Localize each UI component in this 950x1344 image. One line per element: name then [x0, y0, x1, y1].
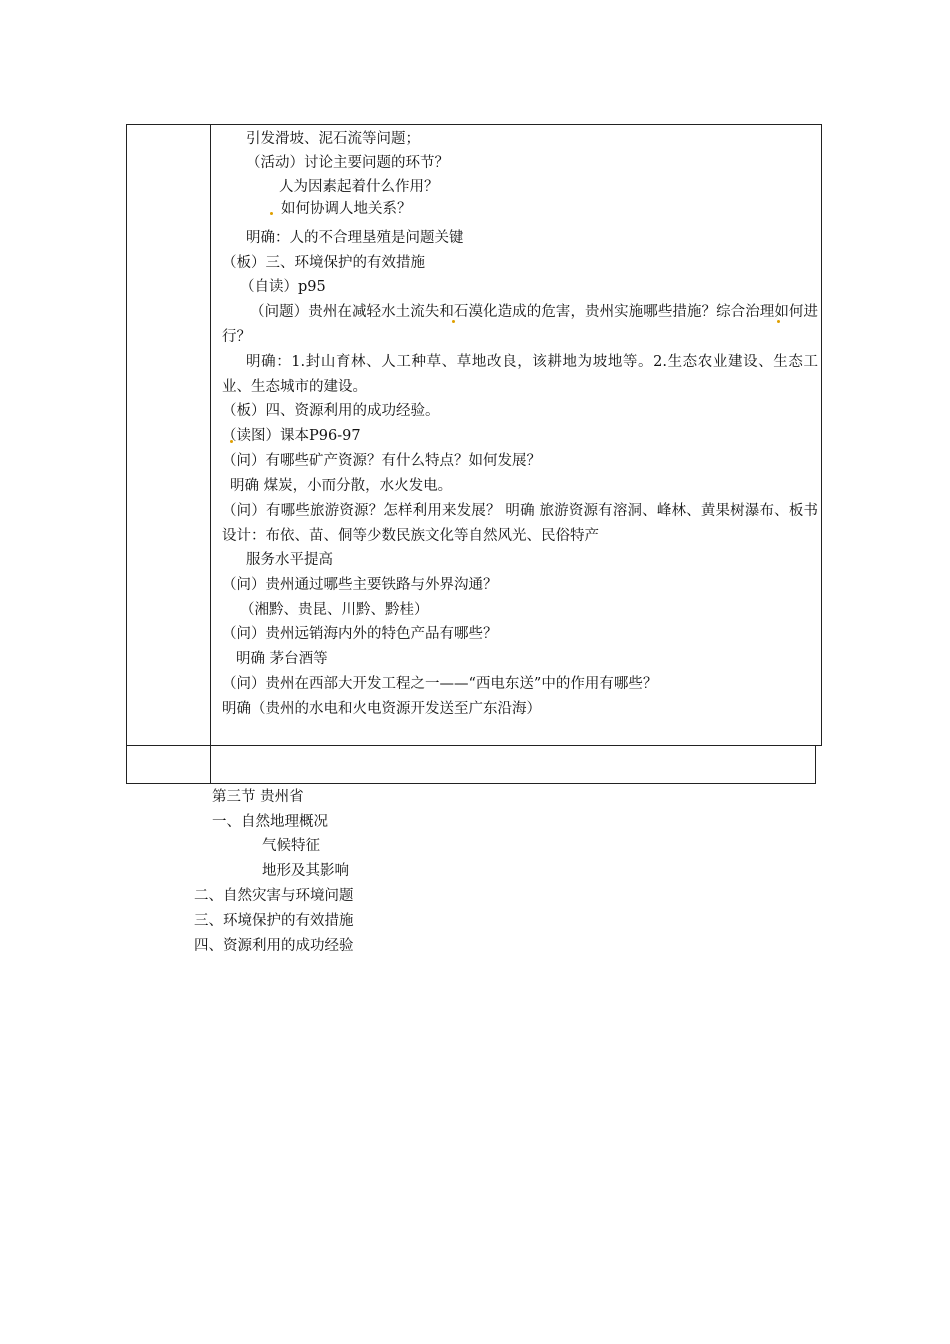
- outline-item: 一、自然地理概况: [212, 814, 328, 830]
- cell-paragraph: （问题）贵州在减轻水土流失和石漠化造成的危害，贵州实施哪些措施？综合治理如何进行？: [222, 304, 818, 345]
- mark-dot: [452, 320, 455, 323]
- outline-title: 第三节 贵州省: [212, 789, 304, 805]
- table-bottom-border: [126, 783, 816, 784]
- cell-line: （问）有哪些矿产资源？有什么特点？如何发展？: [222, 453, 541, 469]
- cell-line: 明确（贵州的水电和火电资源开发送至广东沿海）: [222, 701, 541, 717]
- cell-line: （问）贵州通过哪些主要铁路与外界沟通？: [222, 577, 498, 593]
- board-heading: （板）三、环境保护的有效措施: [222, 255, 425, 271]
- cell-line: 如何协调人地关系？: [281, 201, 412, 217]
- cell-line: 引发滑坡、泥石流等问题；: [246, 131, 420, 147]
- outline-subitem: 气候特征: [262, 838, 320, 854]
- outline-item: 四、资源利用的成功经验: [194, 938, 354, 954]
- cell-line: （问）贵州在西部大开发工程之一——“西电东送”中的作用有哪些？: [222, 676, 658, 692]
- table-column-divider: [210, 124, 211, 784]
- outline-subitem: 地形及其影响: [262, 863, 349, 879]
- board-heading: （板）四、资源利用的成功经验。: [222, 403, 440, 419]
- cell-line: 明确：人的不合理垦殖是问题关键: [246, 230, 464, 246]
- cell-line: （读图）课本P96-97: [222, 428, 361, 444]
- cell-paragraph: 明确：1.封山育林、人工种草、草地改良，该耕地为坡地等。2.生态农业建设、生态工业、生态城市的建设。: [222, 354, 818, 395]
- cell-line: （问）贵州远销海内外的特色产品有哪些？: [222, 626, 498, 642]
- cell-line: 明确 茅台酒等: [236, 651, 328, 667]
- cell-line: （活动）讨论主要问题的环节？: [246, 155, 449, 171]
- mark-dot: [270, 212, 273, 215]
- table-right-border: [815, 746, 816, 784]
- table-left-border: [126, 746, 127, 784]
- outline-item: 三、环境保护的有效措施: [194, 913, 354, 929]
- outline-item: 二、自然灾害与环境问题: [194, 888, 354, 904]
- cell-line: （自读）p95: [240, 279, 326, 295]
- cell-line: （湘黔、贵昆、川黔、黔桂）: [240, 602, 429, 618]
- cell-line: 明确 煤炭，小而分散，水火发电。: [230, 478, 453, 494]
- cell-paragraph: （问）有哪些旅游资源？怎样利用来发展？ 明确 旅游资源有溶洞、峰林、黄果树瀑布、板书设计：布依、苗、侗等少数民族文化等自然风光、民俗特产: [222, 503, 818, 544]
- cell-line: 服务水平提高: [246, 552, 333, 568]
- cell-line: 人为因素起着什么作用？: [279, 179, 439, 195]
- mark-dot: [777, 320, 780, 323]
